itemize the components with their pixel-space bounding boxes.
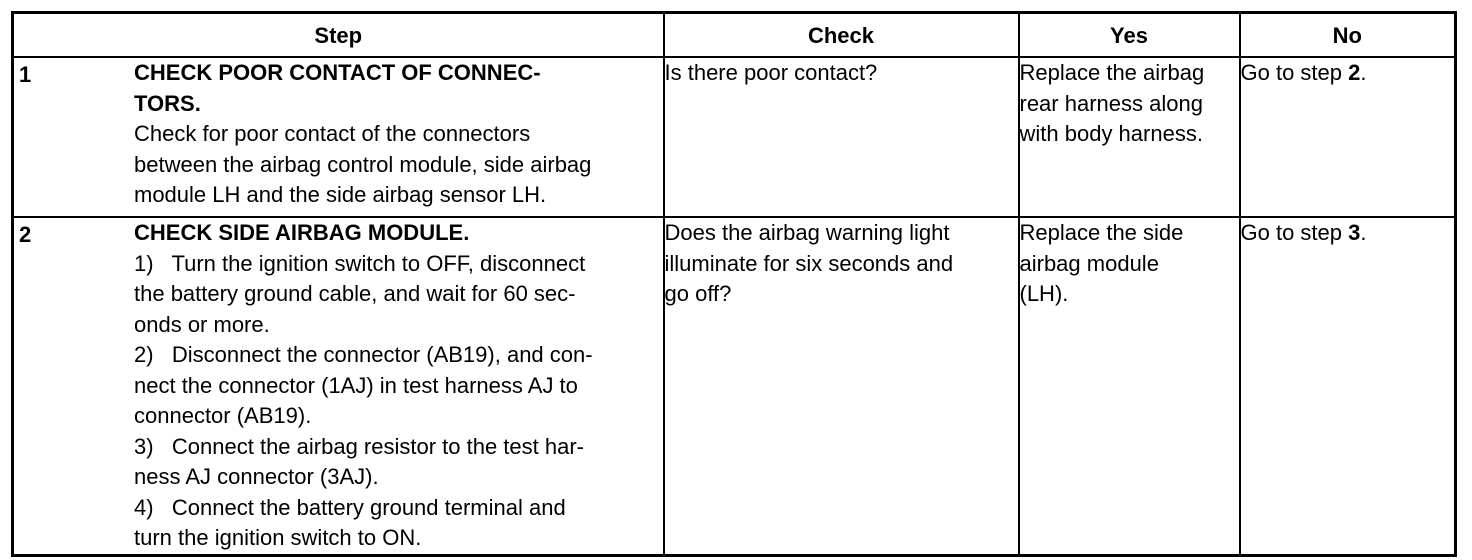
- step-text-line: 1) Turn the ignition switch to OFF, disconnect: [134, 250, 586, 276]
- yes-line: rear harness along: [1019, 90, 1203, 116]
- step-title-line: CHECK SIDE AIRBAG MODULE.: [134, 220, 470, 245]
- table-row: [13, 57, 1456, 217]
- header-step: Step: [13, 13, 664, 58]
- check-line: Does the airbag warning light: [664, 220, 950, 245]
- yes-cell: [1019, 57, 1240, 217]
- step-text-line: 2) Disconnect the connector (AB19), and con-: [134, 342, 593, 367]
- step-text-line: module LH and the side airbag sensor LH.: [134, 182, 547, 207]
- step-text-line: between the airbag control module, side airbag: [134, 151, 592, 177]
- yes-line: (LH).: [1019, 281, 1069, 306]
- check-cell: [664, 57, 1019, 217]
- header-no: No: [1240, 13, 1456, 58]
- step-body: [134, 218, 663, 554]
- check-cell: [664, 217, 1019, 555]
- no-line: [1241, 58, 1455, 89]
- step-title-line: TORS.: [134, 90, 201, 116]
- no-suffix: .: [1360, 220, 1367, 245]
- no-step-number: 2: [1348, 60, 1361, 85]
- step-number: 1: [19, 62, 32, 87]
- step-text-line: 4) Connect the battery ground terminal and: [134, 494, 566, 520]
- diagnostic-table: [11, 11, 1457, 557]
- check-line: illuminate for six seconds and: [664, 250, 954, 276]
- yes-line: Replace the airbag: [1019, 60, 1205, 85]
- header-check: Check: [664, 13, 1019, 58]
- yes-cell: [1019, 217, 1240, 555]
- step-text-line: the battery ground cable, and wait for 60 sec-: [134, 281, 576, 306]
- step-text-line: nect the connector (1AJ) in test harness AJ to: [134, 372, 578, 398]
- no-cell: [1240, 57, 1456, 217]
- no-prefix: Go to step: [1240, 220, 1349, 245]
- step-text-line: ness AJ connector (3AJ).: [134, 464, 379, 489]
- step-text-line: 3) Connect the airbag resistor to the test har-: [134, 433, 585, 459]
- check-line: go off?: [664, 281, 732, 306]
- yes-line: with body harness.: [1019, 121, 1203, 146]
- step-title-line: CHECK POOR CONTACT OF CONNEC-: [134, 60, 541, 85]
- table-row: [13, 217, 1456, 555]
- check-line: Is there poor contact?: [664, 60, 878, 85]
- no-cell: [1240, 217, 1456, 555]
- header-row: [13, 13, 1456, 58]
- step-cell: [13, 217, 664, 555]
- no-prefix: Go to step: [1240, 60, 1349, 85]
- yes-line: Replace the side: [1019, 220, 1184, 245]
- no-suffix: .: [1360, 60, 1367, 85]
- header-yes: Yes: [1019, 13, 1240, 58]
- step-cell: [13, 57, 664, 217]
- step-text-line: connector (AB19).: [134, 403, 312, 428]
- step-text-line: Check for poor contact of the connectors: [134, 121, 531, 146]
- step-body: [134, 58, 663, 211]
- no-line: [1241, 218, 1455, 249]
- step-text-line: turn the ignition switch to ON.: [134, 525, 422, 550]
- step-number: 2: [19, 222, 32, 247]
- step-text-line: onds or more.: [134, 311, 270, 337]
- yes-line: airbag module: [1019, 250, 1159, 276]
- no-step-number: 3: [1348, 220, 1361, 245]
